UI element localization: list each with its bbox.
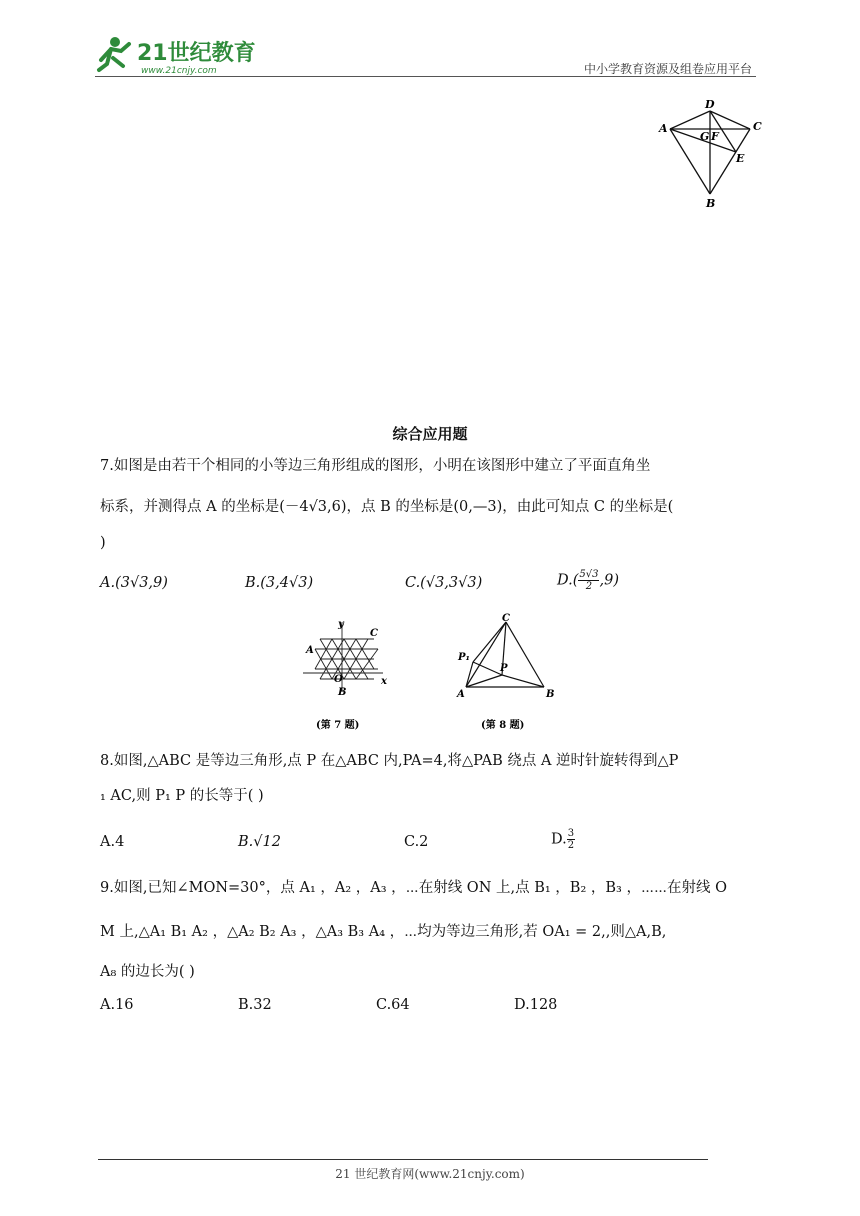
q9-line-2: M 上,△A₁ B₁ A₂ ，△A₂ B₂ A₃ ，△A₃ B₃ A₄ ，⋯均为等边三角形,若 OA₁ = 2,,则△A,B, [100,924,667,940]
fig-label-g: G [700,130,710,143]
q9-line-3: A₈ 的边长为( ) [100,964,195,980]
q8-line-2: ₁ AC,则 P₁ P 的长等于( ) [100,788,264,804]
q8-fig-caption: (第 8 题) [481,720,525,731]
q7-fig-label-a: A [306,645,314,656]
q7-fig-label-x: x [381,676,387,687]
kite-figure [650,96,770,211]
q8-line-1: 8.如图,△ABC 是等边三角形,点 P 在△ABC 内,PA=4,将△PAB 绕点 A 逆时针旋转得到△P [100,753,679,769]
q8-option-a: A.4 [100,834,125,850]
q7-option-d: D.( $\frac{5√3}{2}$ ,9) [557,569,619,592]
fig-label-b: B [706,197,716,210]
q7-fig-label-y: y [338,619,344,630]
logo-text: 21世纪教育 [137,41,255,66]
fig-label-f: F [711,130,719,143]
q9-option-c: C.64 [376,997,410,1013]
q8-fig-label-b: B [546,689,555,700]
q8-fig-label-p: P [500,663,508,674]
q7-line-1: 7.如图是由若干个相同的小等边三角形组成的图形，小明在该图形中建立了平面直角坐 [100,458,651,474]
q9-option-a: A.16 [100,997,134,1013]
footer-divider [98,1159,708,1160]
q7-line-2: 标系，并测得点 A 的坐标是(－4√3,6)，点 B 的坐标是(0,—3)，由此可知点 C 的坐标是( [100,499,674,515]
q8-fig-label-c: C [502,613,510,624]
runner-icon [99,37,129,70]
q9-option-b: B.32 [238,997,272,1013]
q7-fig-label-o: O [334,674,343,685]
q8-fig-label-p1: P₁ [458,652,470,663]
q8-triangle [466,622,544,687]
q8-option-b: B.√12 [238,834,281,850]
site-logo [95,34,255,76]
q8-fig-label-a: A [457,689,465,700]
q9-option-d: D.128 [514,997,558,1013]
logo-url: www.21cnjy.com [141,66,217,76]
q7-option-c: C.(√3,3√3) [405,575,483,591]
q9-line-1: 9.如图,已知∠MON=30°，点 A₁ ，A₂ ，A₃ ，⋯在射线 ON 上,点 B₁ ，B₂ ，B₃ ，⋯⋯在射线 O [100,880,728,896]
q7-fig-caption: (第 7 题) [316,720,360,731]
q7-option-b: B.(3,4√3) [245,575,314,591]
fig-label-d: D [705,98,715,111]
q7-option-a: A.(3√3,9) [100,575,168,591]
section-title: 综合应用题 [392,425,468,443]
figures-q7-q8 [298,612,578,737]
q7-fig-label-b: B [338,687,347,698]
fig-label-a: A [659,122,668,135]
q7-fig-label-c: C [370,628,378,639]
q8-option-d: D. $\frac{3}{2}$ [551,828,575,851]
fig-label-c: C [753,120,762,133]
platform-name: 中小学教育资源及组卷应用平台 [583,62,752,76]
fig-label-e: E [736,152,745,165]
q8-option-c: C.2 [404,834,429,850]
footer-text: 21 世纪教育网(www.21cnjy.com) [335,1167,525,1181]
header-divider [95,76,756,77]
q7-line-3: ) [100,535,106,551]
